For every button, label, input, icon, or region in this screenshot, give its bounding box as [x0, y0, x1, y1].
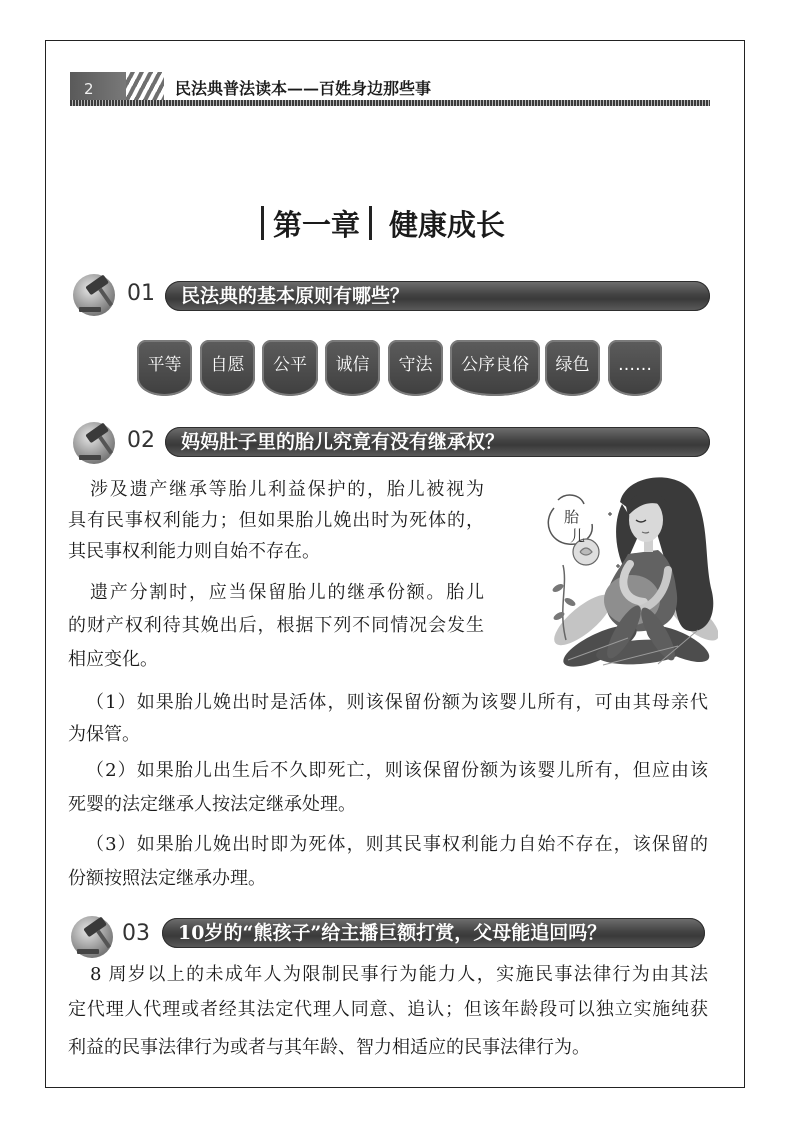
- illustration-label-1: 胎: [564, 508, 580, 526]
- paragraph-line: 涉及遗产继承等胎儿利益保护的，胎儿被视为: [90, 479, 484, 500]
- question-title-02: 妈妈肚子里的胎儿究竟有没有继承权？: [165, 427, 710, 457]
- paragraph-line: （3）如果胎儿娩出时即为死体，则其民事权利能力自始不存在，该保留的: [86, 834, 708, 855]
- question-title-03: 10岁的“熊孩子”给主播巨额打赏，父母能追回吗？: [162, 918, 705, 948]
- principle-badge: 诚信: [325, 340, 380, 396]
- question-number-02: 02: [127, 428, 155, 453]
- paragraph-line: 其民事权利能力则自始不存在。: [68, 541, 320, 562]
- question-number-03: 03: [122, 921, 150, 946]
- chapter-heading: [252, 202, 505, 244]
- header-band: [70, 100, 710, 106]
- paragraph-line: 死婴的法定继承人按法定继承处理。: [68, 794, 356, 815]
- paragraph-line: 遗产分割时，应当保留胎儿的继承份额。胎儿: [90, 582, 484, 603]
- paragraph-line: 利益的民事法律行为或者与其年龄、智力相适应的民事法律行为。: [68, 1037, 590, 1058]
- paragraph-line: 相应变化。: [68, 649, 158, 670]
- principle-badge: 绿色: [545, 340, 600, 396]
- question-number-01: 01: [127, 281, 155, 306]
- page-number: 2: [84, 80, 94, 98]
- paragraph-line: 定代理人代理或者经其法定代理人同意、追认；但该年龄段可以独立实施纯获: [68, 999, 708, 1020]
- chapter-bar-left: [261, 206, 264, 240]
- principle-badge: 守法: [388, 340, 443, 396]
- gavel-icon: [70, 415, 122, 467]
- illustration-label-2: 儿: [570, 527, 586, 545]
- paragraph-line: 的财产权利待其娩出后，根据下列不同情况会发生: [68, 615, 484, 636]
- principle-badge: 公序良俗: [450, 340, 540, 396]
- chapter-label: 第一章: [273, 207, 361, 242]
- principle-badge: ……: [608, 340, 662, 396]
- book-title: 民法典普法读本——百姓身边那些事: [175, 78, 437, 100]
- principle-badge: 平等: [137, 340, 192, 396]
- paragraph-line: 为保管。: [68, 724, 140, 745]
- chapter-title: 健康成长: [389, 207, 506, 242]
- paragraph-line: 8 周岁以上的未成年人为限制民事行为能力人，实施民事法律行为由其法: [90, 964, 708, 985]
- principle-badge: 自愿: [200, 340, 255, 396]
- paragraph-line: 份额按照法定继承办理。: [68, 868, 266, 889]
- pregnant-woman-illustration: [528, 470, 718, 670]
- question-title-01: 民法典的基本原则有哪些？: [165, 281, 710, 311]
- gavel-icon: [70, 267, 122, 319]
- principle-badge: 公平: [262, 340, 318, 396]
- paragraph-line: 具有民事权利能力；但如果胎儿娩出时为死体的，: [68, 510, 484, 531]
- paragraph-line: （2）如果胎儿出生后不久即死亡，则该保留份额为该婴儿所有，但应由该: [86, 760, 708, 781]
- chapter-bar-right: [369, 206, 372, 240]
- gavel-icon: [68, 909, 120, 961]
- paragraph-line: （1）如果胎儿娩出时是活体，则该保留份额为该婴儿所有，可由其母亲代: [86, 692, 708, 713]
